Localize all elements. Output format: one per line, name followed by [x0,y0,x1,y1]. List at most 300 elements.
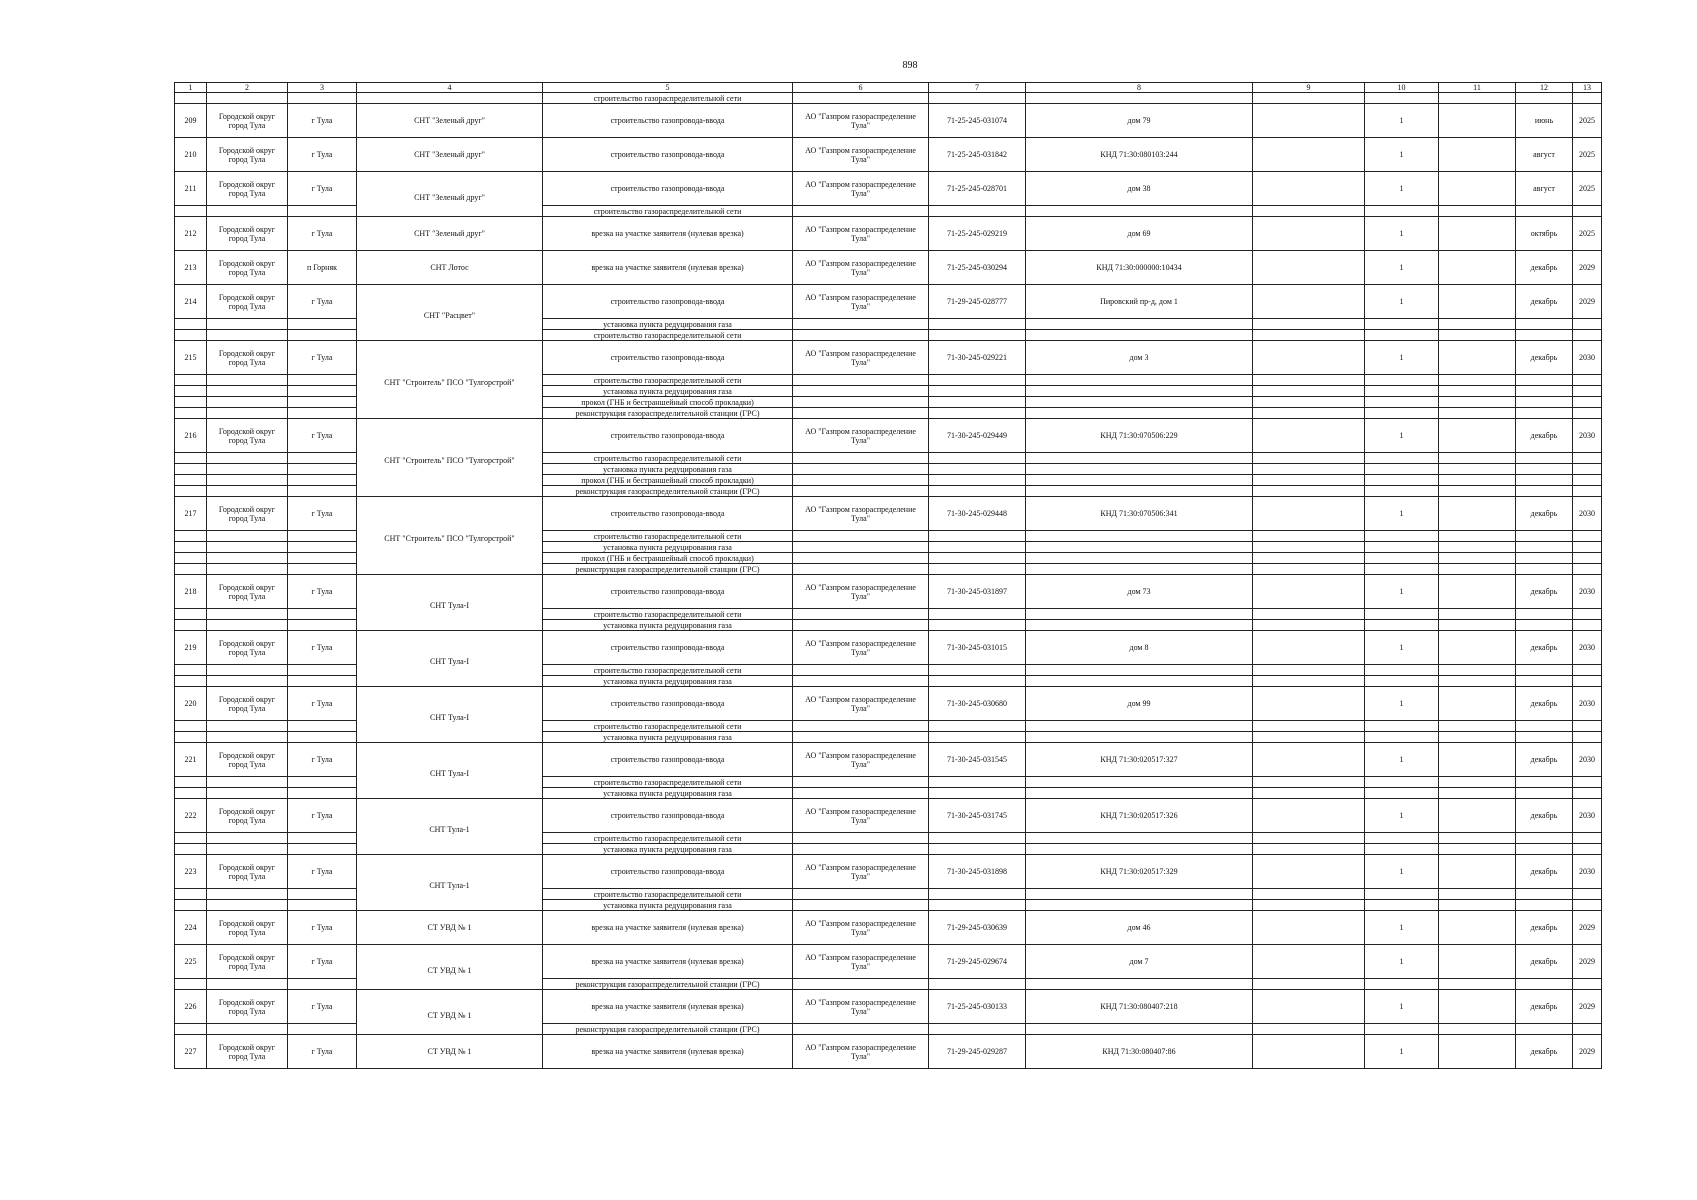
code-cell: 71-30-245-031898 [929,855,1026,889]
month-cell: декабрь [1516,1035,1573,1069]
empty-cell [288,979,357,990]
address-cell: дом 7 [1026,945,1253,979]
table-row [175,341,1602,375]
column-9-cell [1253,341,1365,375]
table-row [175,631,1602,665]
quantity-cell: 1 [1365,575,1439,609]
column-11-cell [1439,497,1516,531]
table-body [175,83,1602,1069]
empty-cell [207,620,288,631]
table-row [175,138,1602,172]
district-cell: Городской округ город Тула [207,743,288,777]
empty-cell [1516,542,1573,553]
work-cell: установка пункта редуцирования газа [543,844,793,855]
empty-cell [793,609,929,620]
column-11-cell [1439,855,1516,889]
empty-cell [1253,844,1365,855]
empty-cell [929,676,1026,687]
empty-cell [288,609,357,620]
district-cell: Городской округ город Тула [207,990,288,1024]
empty-cell [1573,542,1602,553]
empty-cell [1026,464,1253,475]
empty-cell [1439,330,1516,341]
column-11-cell [1439,419,1516,453]
empty-cell [1365,721,1439,732]
column-9-cell [1253,743,1365,777]
empty-cell [1026,542,1253,553]
empty-cell [1026,777,1253,788]
empty-cell [1365,889,1439,900]
address-cell: КНД 71:30:080103:244 [1026,138,1253,172]
empty-cell [207,375,288,386]
empty-cell [1026,721,1253,732]
row-number: 226 [175,990,207,1024]
code-cell: 71-30-245-031015 [929,631,1026,665]
empty-cell [1439,386,1516,397]
empty-cell [1253,609,1365,620]
table-row [175,285,1602,319]
code-cell: 71-30-245-029221 [929,341,1026,375]
work-cell: строительство газораспределительной сети [543,375,793,386]
empty-cell [175,531,207,542]
organization-cell: АО "Газпром газораспределение Тула" [793,945,929,979]
empty-cell [929,620,1026,631]
code-cell: 71-30-245-030680 [929,687,1026,721]
empty-cell [793,665,929,676]
object-cell: СНТ Тула-1 [357,799,543,855]
month-cell: декабрь [1516,990,1573,1024]
empty-cell [207,553,288,564]
empty-cell [288,721,357,732]
work-cell: строительство газопровода-ввода [543,855,793,889]
empty-cell [207,665,288,676]
empty-cell [288,375,357,386]
empty-cell [1026,900,1253,911]
empty-cell [175,844,207,855]
empty-cell [793,486,929,497]
locality-cell: г Тула [288,990,357,1024]
work-cell: прокол (ГНБ и бестраншейный способ прокладки) [543,475,793,486]
empty-cell [1439,721,1516,732]
row-number: 219 [175,631,207,665]
empty-cell [1026,330,1253,341]
code-cell: 71-30-245-029449 [929,419,1026,453]
empty-cell [1573,486,1602,497]
empty-cell [1439,889,1516,900]
district-cell: Городской округ город Тула [207,799,288,833]
empty-cell [288,330,357,341]
object-cell: СТ УВД № 1 [357,1035,543,1069]
empty-cell [1253,93,1365,104]
empty-cell [288,464,357,475]
year-cell: 2025 [1573,172,1602,206]
quantity-cell: 1 [1365,990,1439,1024]
row-number: 225 [175,945,207,979]
month-cell: август [1516,138,1573,172]
empty-cell [1573,93,1602,104]
empty-cell [1253,542,1365,553]
empty-cell [1439,676,1516,687]
empty-cell [1516,553,1573,564]
work-cell: строительство газопровода-ввода [543,138,793,172]
locality-cell: г Тула [288,945,357,979]
address-cell: КНД 71:30:070506:341 [1026,497,1253,531]
empty-cell [1365,486,1439,497]
empty-cell [793,676,929,687]
column-11-cell [1439,341,1516,375]
empty-cell [1253,833,1365,844]
empty-cell [1516,979,1573,990]
month-cell: декабрь [1516,419,1573,453]
locality-cell: г Тула [288,419,357,453]
work-cell: строительство газораспределительной сети [543,609,793,620]
empty-cell [793,979,929,990]
work-cell: строительство газораспределительной сети [543,206,793,217]
empty-cell [1516,900,1573,911]
row-number: 212 [175,217,207,251]
work-cell: установка пункта редуцирования газа [543,900,793,911]
empty-cell [929,542,1026,553]
empty-cell [1365,553,1439,564]
empty-cell [1365,844,1439,855]
empty-cell [929,453,1026,464]
object-cell: СНТ "Строитель" ПСО "Тулгорстрой" [357,497,543,575]
empty-cell [1516,531,1573,542]
row-number: 211 [175,172,207,206]
work-cell: строительство газопровода-ввода [543,104,793,138]
empty-cell [929,665,1026,676]
empty-cell [1253,330,1365,341]
empty-cell [793,475,929,486]
empty-cell [1439,553,1516,564]
address-cell: дом 79 [1026,104,1253,138]
column-11-cell [1439,743,1516,777]
district-cell: Городской округ город Тула [207,251,288,285]
year-cell: 2025 [1573,138,1602,172]
work-cell: строительство газопровода-ввода [543,419,793,453]
empty-cell [793,889,929,900]
empty-cell [793,464,929,475]
work-cell: строительство газораспределительной сети [543,777,793,788]
column-11-cell [1439,217,1516,251]
empty-cell [1365,609,1439,620]
empty-cell [793,1024,929,1035]
table-row [175,855,1602,889]
empty-cell [929,206,1026,217]
empty-cell [1253,531,1365,542]
work-cell: установка пункта редуцирования газа [543,620,793,631]
organization-cell: АО "Газпром газораспределение Тула" [793,285,929,319]
row-number: 216 [175,419,207,453]
organization-cell: АО "Газпром газораспределение Тула" [793,104,929,138]
locality-cell: г Тула [288,285,357,319]
empty-cell [1439,408,1516,419]
empty-cell [1573,464,1602,475]
empty-cell [1253,665,1365,676]
empty-cell [1439,564,1516,575]
quantity-cell: 1 [1365,743,1439,777]
code-cell: 71-25-245-030133 [929,990,1026,1024]
empty-cell [288,833,357,844]
empty-cell [207,900,288,911]
empty-cell [1365,979,1439,990]
empty-cell [929,475,1026,486]
month-cell: декабрь [1516,497,1573,531]
object-cell: СНТ "Строитель" ПСО "Тулгорстрой" [357,341,543,419]
empty-cell [175,620,207,631]
work-cell: врезка на участке заявителя (нулевая врезка) [543,217,793,251]
empty-cell [1026,386,1253,397]
column-11-cell [1439,687,1516,721]
empty-cell [1253,721,1365,732]
empty-cell [1026,844,1253,855]
work-cell: строительство газораспределительной сети [543,453,793,464]
work-cell: установка пункта редуцирования газа [543,464,793,475]
empty-cell [288,676,357,687]
quantity-cell: 1 [1365,945,1439,979]
empty-cell [175,464,207,475]
empty-cell [929,93,1026,104]
empty-cell [207,732,288,743]
column-9-cell [1253,172,1365,206]
empty-cell [288,453,357,464]
empty-cell [1026,397,1253,408]
district-cell: Городской округ город Тула [207,911,288,945]
empty-cell [1365,386,1439,397]
column-header: 10 [1365,83,1439,93]
column-11-cell [1439,990,1516,1024]
work-cell: строительство газопровода-ввода [543,743,793,777]
quantity-cell: 1 [1365,341,1439,375]
month-cell: декабрь [1516,945,1573,979]
empty-cell [1253,732,1365,743]
work-cell: установка пункта редуцирования газа [543,732,793,743]
district-cell: Городской округ город Тула [207,631,288,665]
data-table [174,82,1602,1069]
empty-cell [288,844,357,855]
year-cell: 2030 [1573,855,1602,889]
row-number: 213 [175,251,207,285]
empty-cell [1026,833,1253,844]
empty-cell [288,553,357,564]
empty-cell [1365,319,1439,330]
empty-cell [207,889,288,900]
empty-cell [1253,464,1365,475]
organization-cell: АО "Газпром газораспределение Тула" [793,138,929,172]
empty-cell [1026,676,1253,687]
empty-cell [175,979,207,990]
year-cell: 2030 [1573,799,1602,833]
locality-cell: г Тула [288,341,357,375]
column-9-cell [1253,104,1365,138]
locality-cell: г Тула [288,687,357,721]
month-cell: декабрь [1516,631,1573,665]
year-cell: 2029 [1573,1035,1602,1069]
year-cell: 2029 [1573,945,1602,979]
empty-cell [1026,375,1253,386]
code-cell: 71-25-245-031842 [929,138,1026,172]
work-cell: строительство газораспределительной сети [543,889,793,900]
column-9-cell [1253,990,1365,1024]
empty-cell [175,542,207,553]
empty-cell [175,721,207,732]
object-cell: СНТ "Зеленый друг" [357,104,543,138]
empty-cell [1573,900,1602,911]
empty-cell [1439,475,1516,486]
empty-cell [288,665,357,676]
empty-cell [1439,777,1516,788]
district-cell: Городской округ город Тула [207,172,288,206]
column-header: 11 [1439,83,1516,93]
column-11-cell [1439,631,1516,665]
address-cell: Пировский пр-д, дом 1 [1026,285,1253,319]
empty-cell [793,620,929,631]
empty-cell [207,676,288,687]
address-cell: дом 46 [1026,911,1253,945]
month-cell: декабрь [1516,575,1573,609]
quantity-cell: 1 [1365,799,1439,833]
work-cell: строительство газопровода-ввода [543,172,793,206]
empty-cell [207,486,288,497]
empty-cell [207,475,288,486]
column-11-cell [1439,1035,1516,1069]
empty-cell [929,408,1026,419]
empty-cell [288,206,357,217]
empty-cell [288,1024,357,1035]
quantity-cell: 1 [1365,911,1439,945]
object-cell: СТ УВД № 1 [357,945,543,990]
empty-cell [1573,564,1602,575]
empty-cell [929,833,1026,844]
column-9-cell [1253,285,1365,319]
code-cell: 71-30-245-031897 [929,575,1026,609]
object-cell: СТ УВД № 1 [357,911,543,945]
empty-cell [288,408,357,419]
empty-cell [793,93,929,104]
empty-cell [1439,453,1516,464]
quantity-cell: 1 [1365,497,1439,531]
empty-cell [1573,777,1602,788]
column-header: 6 [793,83,929,93]
empty-cell [288,620,357,631]
work-cell: врезка на участке заявителя (нулевая врезка) [543,251,793,285]
empty-cell [793,453,929,464]
empty-cell [175,93,207,104]
empty-cell [1516,620,1573,631]
code-cell: 71-29-245-030639 [929,911,1026,945]
empty-cell [175,386,207,397]
column-9-cell [1253,251,1365,285]
empty-cell [175,609,207,620]
table-row [175,217,1602,251]
page-number: 898 [902,60,918,71]
empty-cell [1253,453,1365,464]
empty-cell [929,397,1026,408]
empty-cell [207,386,288,397]
empty-cell [929,1024,1026,1035]
empty-cell [1573,206,1602,217]
empty-cell [1439,319,1516,330]
empty-cell [1026,475,1253,486]
work-cell: прокол (ГНБ и бестраншейный способ прокладки) [543,553,793,564]
code-cell: 71-25-245-031074 [929,104,1026,138]
empty-cell [175,788,207,799]
address-cell: дом 8 [1026,631,1253,665]
empty-cell [1516,721,1573,732]
row-number: 227 [175,1035,207,1069]
district-cell: Городской округ город Тула [207,217,288,251]
locality-cell: г Тула [288,743,357,777]
work-cell: врезка на участке заявителя (нулевая врезка) [543,911,793,945]
month-cell: декабрь [1516,855,1573,889]
organization-cell: АО "Газпром газораспределение Тула" [793,687,929,721]
column-9-cell [1253,687,1365,721]
column-9-cell [1253,575,1365,609]
empty-cell [1365,397,1439,408]
empty-cell [1026,206,1253,217]
month-cell: август [1516,172,1573,206]
table-row [175,251,1602,285]
empty-cell [207,453,288,464]
empty-cell [929,553,1026,564]
empty-cell [1439,375,1516,386]
empty-cell [175,330,207,341]
empty-cell [207,777,288,788]
column-11-cell [1439,138,1516,172]
empty-cell [1253,777,1365,788]
empty-cell [207,542,288,553]
empty-cell [1365,375,1439,386]
work-cell: строительство газопровода-ввода [543,799,793,833]
work-cell: установка пункта редуцирования газа [543,542,793,553]
empty-cell [207,206,288,217]
organization-cell: АО "Газпром газораспределение Тула" [793,990,929,1024]
empty-cell [175,397,207,408]
empty-cell [1253,564,1365,575]
empty-cell [1365,475,1439,486]
empty-cell [1253,676,1365,687]
empty-cell [1253,900,1365,911]
table-row [175,172,1602,206]
column-header: 8 [1026,83,1253,93]
address-cell: КНД 71:30:020517:327 [1026,743,1253,777]
empty-cell [1573,721,1602,732]
table-subrow [175,93,1602,104]
address-cell: КНД 71:30:070506:229 [1026,419,1253,453]
empty-cell [288,788,357,799]
column-11-cell [1439,172,1516,206]
empty-cell [1516,1024,1573,1035]
work-cell: строительство газораспределительной сети [543,93,793,104]
empty-cell [1573,475,1602,486]
empty-cell [1026,732,1253,743]
empty-cell [1573,979,1602,990]
empty-cell [1516,375,1573,386]
empty-cell [288,564,357,575]
column-9-cell [1253,911,1365,945]
table-header-row [175,83,1602,93]
address-cell: КНД 71:30:020517:329 [1026,855,1253,889]
table-row [175,687,1602,721]
month-cell: декабрь [1516,911,1573,945]
year-cell: 2029 [1573,251,1602,285]
column-9-cell [1253,217,1365,251]
column-11-cell [1439,945,1516,979]
row-number: 214 [175,285,207,319]
empty-cell [1516,889,1573,900]
work-cell: установка пункта редуцирования газа [543,788,793,799]
empty-cell [1026,564,1253,575]
